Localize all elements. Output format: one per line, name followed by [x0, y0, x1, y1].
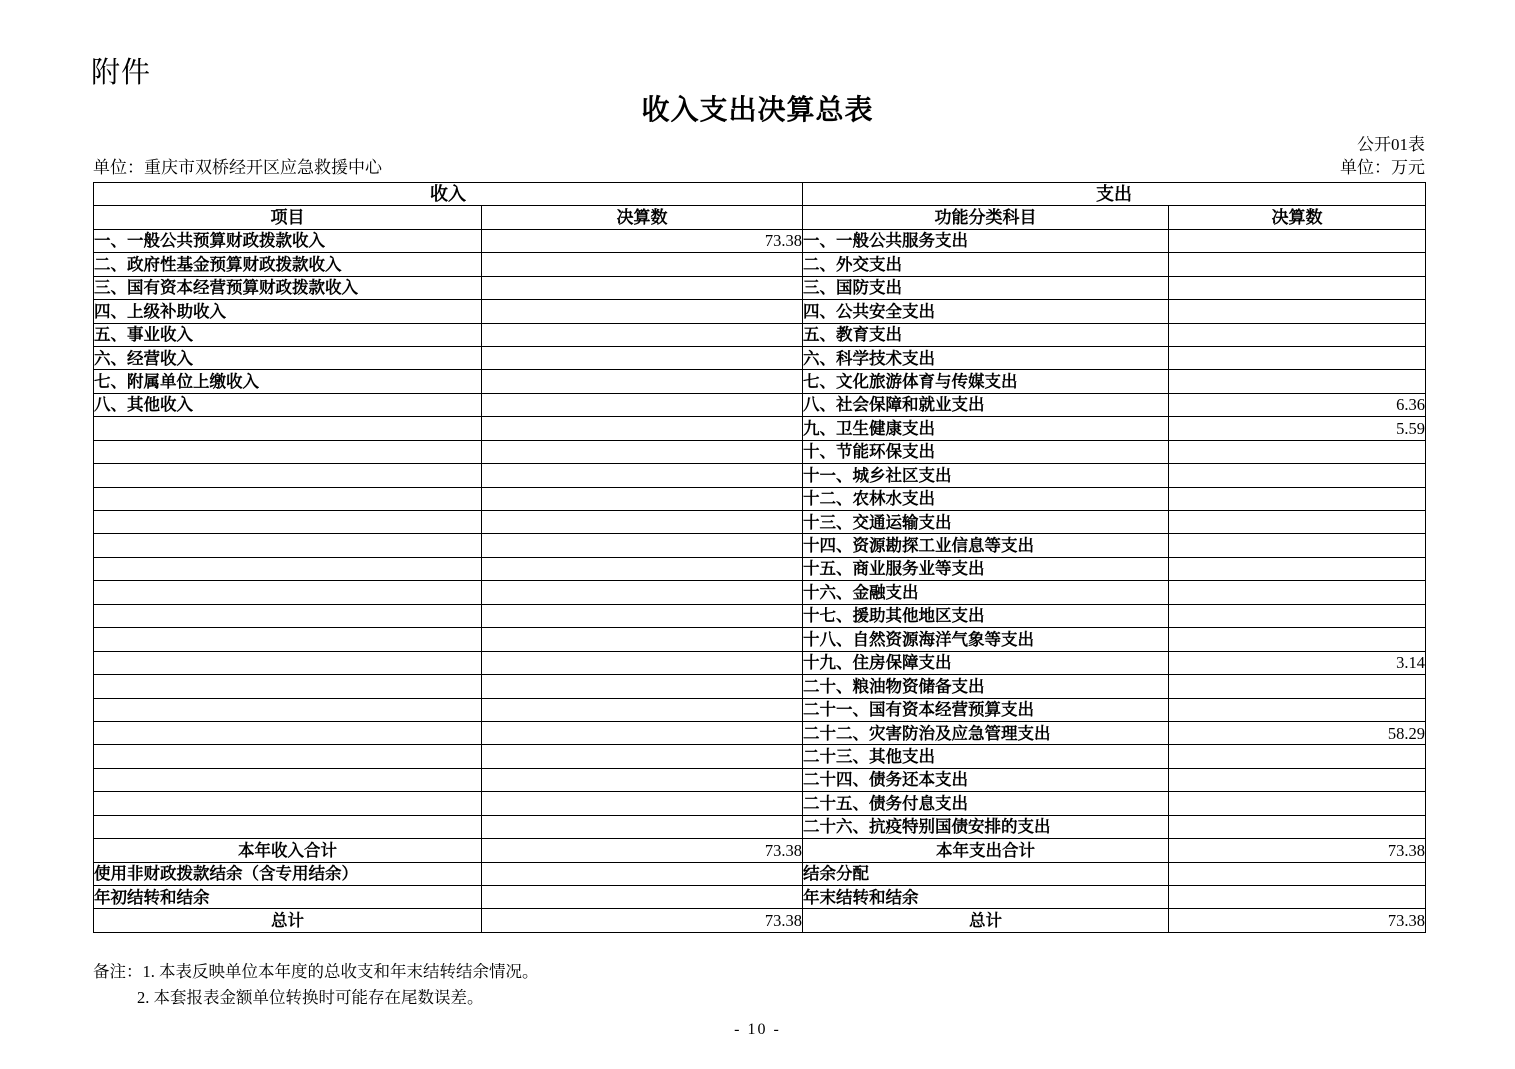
expense-amount-cell: [1169, 253, 1426, 276]
expense-amount-cell: [1169, 815, 1426, 838]
table-row: [94, 276, 1426, 299]
income-item-cell: [94, 511, 482, 534]
income-amount-cell: 73.38: [482, 229, 803, 252]
expense-item-cell: 二十二、灾害防治及应急管理支出: [803, 721, 1169, 744]
expense-item-cell: 五、教育支出: [803, 323, 1169, 346]
table-row: [94, 229, 1426, 252]
expense-item-cell: 十、节能环保支出: [803, 440, 1169, 463]
unit-measure: 单位：万元: [1340, 158, 1425, 177]
income-amount-cell: [482, 511, 803, 534]
income-amount-cell: 73.38: [482, 909, 803, 933]
income-item-cell: 四、上级补助收入: [94, 300, 482, 323]
income-item-cell: 本年收入合计: [94, 839, 482, 862]
table-row: [94, 370, 1426, 393]
expense-amount-cell: 5.59: [1169, 417, 1426, 440]
expense-amount-cell: [1169, 534, 1426, 557]
income-item-cell: [94, 675, 482, 698]
income-amount-cell: [482, 815, 803, 838]
income-item-cell: [94, 557, 482, 580]
table-row: [94, 323, 1426, 346]
table-row: [94, 651, 1426, 674]
table-row: [94, 909, 1426, 933]
income-amount-cell: [482, 721, 803, 744]
expense-amount-cell: 73.38: [1169, 909, 1426, 933]
income-amount-cell: [482, 346, 803, 369]
expense-item-cell: 十五、商业服务业等支出: [803, 557, 1169, 580]
table-row: [94, 721, 1426, 744]
income-amount-cell: [482, 300, 803, 323]
note-line-2: [93, 985, 539, 1011]
table-row: [94, 698, 1426, 721]
expense-amount-cell: [1169, 323, 1426, 346]
expense-amount-cell: [1169, 370, 1426, 393]
budget-table: [93, 182, 1426, 933]
expense-item-cell: 结余分配: [803, 862, 1169, 885]
income-item-column-header: 项目: [94, 206, 482, 229]
expense-amount-cell: [1169, 346, 1426, 369]
expense-item-cell: 十三、交通运输支出: [803, 511, 1169, 534]
expense-item-cell: 二十三、其他支出: [803, 745, 1169, 768]
table-row: [94, 464, 1426, 487]
expense-item-cell: 四、公共安全支出: [803, 300, 1169, 323]
expense-item-cell: 十一、城乡社区支出: [803, 464, 1169, 487]
expense-amount-cell: [1169, 862, 1426, 885]
income-item-cell: [94, 581, 482, 604]
income-item-cell: 一、一般公共预算财政拨款收入: [94, 229, 482, 252]
expense-amount-cell: [1169, 581, 1426, 604]
income-amount-cell: [482, 698, 803, 721]
expense-item-cell: 七、文化旅游体育与传媒支出: [803, 370, 1169, 393]
expense-item-cell: 十九、住房保障支出: [803, 651, 1169, 674]
budget-table-body: [94, 229, 1426, 932]
expense-item-cell: 二十五、债务付息支出: [803, 792, 1169, 815]
expense-amount-cell: [1169, 768, 1426, 791]
income-item-cell: 七、附属单位上缴收入: [94, 370, 482, 393]
table-row: [94, 253, 1426, 276]
table-row: [94, 417, 1426, 440]
income-amount-cell: [482, 487, 803, 510]
expense-amount-cell: [1169, 440, 1426, 463]
expense-item-cell: 二、外交支出: [803, 253, 1169, 276]
income-item-cell: [94, 628, 482, 651]
expense-item-cell: 年末结转和结余: [803, 886, 1169, 909]
table-row: [94, 886, 1426, 909]
income-item-cell: [94, 815, 482, 838]
expense-amount-cell: 3.14: [1169, 651, 1426, 674]
table-row: [94, 745, 1426, 768]
expense-amount-cell: [1169, 604, 1426, 627]
income-item-cell: [94, 440, 482, 463]
table-row: [94, 487, 1426, 510]
expense-item-cell: 本年支出合计: [803, 839, 1169, 862]
income-item-cell: 八、其他收入: [94, 393, 482, 416]
income-section-header: 收入: [94, 183, 803, 206]
income-amount-cell: [482, 675, 803, 698]
column-header-row: [94, 206, 1426, 229]
income-amount-cell: [482, 792, 803, 815]
income-item-cell: [94, 745, 482, 768]
expense-item-cell: 八、社会保障和就业支出: [803, 393, 1169, 416]
expense-amount-cell: [1169, 557, 1426, 580]
income-amount-cell: [482, 393, 803, 416]
income-amount-cell: [482, 370, 803, 393]
income-amount-cell: [482, 886, 803, 909]
income-item-cell: 总计: [94, 909, 482, 933]
income-item-cell: 三、国有资本经营预算财政拨款收入: [94, 276, 482, 299]
income-item-cell: 使用非财政拨款结余（含专用结余）: [94, 862, 482, 885]
expense-amount-cell: [1169, 628, 1426, 651]
expense-amount-cell: 6.36: [1169, 393, 1426, 416]
expense-item-cell: 十六、金融支出: [803, 581, 1169, 604]
income-item-cell: 二、政府性基金预算财政拨款收入: [94, 253, 482, 276]
income-item-cell: [94, 721, 482, 744]
expense-section-header: 支出: [803, 183, 1426, 206]
expense-amount-cell: [1169, 886, 1426, 909]
expense-item-cell: 一、一般公共服务支出: [803, 229, 1169, 252]
income-item-cell: [94, 768, 482, 791]
table-row: [94, 557, 1426, 580]
expense-amount-cell: [1169, 511, 1426, 534]
table-row: [94, 604, 1426, 627]
note-text-1: 1. 本表反映单位本年度的总收支和年末结转结余情况。: [142, 962, 539, 981]
income-item-cell: [94, 464, 482, 487]
table-row: [94, 511, 1426, 534]
expense-item-cell: 十二、农林水支出: [803, 487, 1169, 510]
income-amount-cell: [482, 276, 803, 299]
income-item-cell: [94, 534, 482, 557]
income-item-cell: [94, 487, 482, 510]
expense-amount-cell: [1169, 745, 1426, 768]
income-item-cell: 六、经营收入: [94, 346, 482, 369]
table-row: [94, 675, 1426, 698]
expense-item-cell: 十四、资源勘探工业信息等支出: [803, 534, 1169, 557]
income-item-cell: [94, 651, 482, 674]
table-row: [94, 815, 1426, 838]
expense-amount-cell: 73.38: [1169, 839, 1426, 862]
expense-amount-cell: [1169, 276, 1426, 299]
income-amount-cell: [482, 651, 803, 674]
table-row: [94, 581, 1426, 604]
income-item-cell: [94, 792, 482, 815]
notes: [93, 959, 539, 1010]
income-amount-cell: [482, 323, 803, 346]
expense-item-cell: 九、卫生健康支出: [803, 417, 1169, 440]
income-amount-cell: [482, 628, 803, 651]
table-row: [94, 862, 1426, 885]
table-code: 公开01表: [1357, 135, 1425, 154]
expense-item-cell: 十八、自然资源海洋气象等支出: [803, 628, 1169, 651]
income-item-cell: 五、事业收入: [94, 323, 482, 346]
expense-item-cell: 总计: [803, 909, 1169, 933]
income-amount-cell: [482, 581, 803, 604]
expense-amount-cell: [1169, 792, 1426, 815]
income-amount-cell: [482, 862, 803, 885]
income-amount-cell: [482, 464, 803, 487]
table-row: [94, 534, 1426, 557]
income-item-cell: 年初结转和结余: [94, 886, 482, 909]
table-row: [94, 300, 1426, 323]
income-amount-cell: [482, 417, 803, 440]
income-item-cell: [94, 417, 482, 440]
table-row: [94, 839, 1426, 862]
expense-item-cell: 三、国防支出: [803, 276, 1169, 299]
expense-amount-cell: [1169, 300, 1426, 323]
unit-name: 单位：重庆市双桥经开区应急救援中心: [93, 158, 382, 177]
expense-amount-cell: [1169, 698, 1426, 721]
table-row: [94, 792, 1426, 815]
income-amount-cell: [482, 745, 803, 768]
table-row: [94, 768, 1426, 791]
expense-amount-column-header: 决算数: [1169, 206, 1426, 229]
income-amount-cell: [482, 768, 803, 791]
expense-amount-cell: [1169, 675, 1426, 698]
expense-amount-cell: 58.29: [1169, 721, 1426, 744]
note-text-2: 2. 本套报表金额单位转换时可能存在尾数误差。: [137, 987, 484, 1007]
expense-item-cell: 六、科学技术支出: [803, 346, 1169, 369]
note-line-1: [93, 959, 539, 985]
page-number: - 10 -: [734, 1021, 781, 1038]
table-row: [94, 393, 1426, 416]
expense-amount-cell: [1169, 487, 1426, 510]
income-amount-cell: 73.38: [482, 839, 803, 862]
expense-item-cell: 十七、援助其他地区支出: [803, 604, 1169, 627]
expense-item-cell: 二十一、国有资本经营预算支出: [803, 698, 1169, 721]
section-header-row: [94, 183, 1426, 206]
unit-row: [93, 153, 1425, 178]
page-title: 收入支出决算总表: [641, 95, 874, 126]
table-row: [94, 628, 1426, 651]
table-row: [94, 346, 1426, 369]
expense-item-column-header: 功能分类科目: [803, 206, 1169, 229]
income-item-cell: [94, 604, 482, 627]
expense-item-cell: 二十四、债务还本支出: [803, 768, 1169, 791]
income-item-cell: [94, 698, 482, 721]
income-amount-cell: [482, 604, 803, 627]
expense-amount-cell: [1169, 464, 1426, 487]
income-amount-cell: [482, 557, 803, 580]
income-amount-column-header: 决算数: [482, 206, 803, 229]
expense-item-cell: 二十六、抗疫特别国债安排的支出: [803, 815, 1169, 838]
income-amount-cell: [482, 440, 803, 463]
income-amount-cell: [482, 253, 803, 276]
attachment-label: 附件: [91, 55, 152, 89]
table-row: [94, 440, 1426, 463]
expense-item-cell: 二十、粮油物资储备支出: [803, 675, 1169, 698]
income-amount-cell: [482, 534, 803, 557]
expense-amount-cell: [1169, 229, 1426, 252]
notes-label: 备注：: [93, 962, 143, 981]
